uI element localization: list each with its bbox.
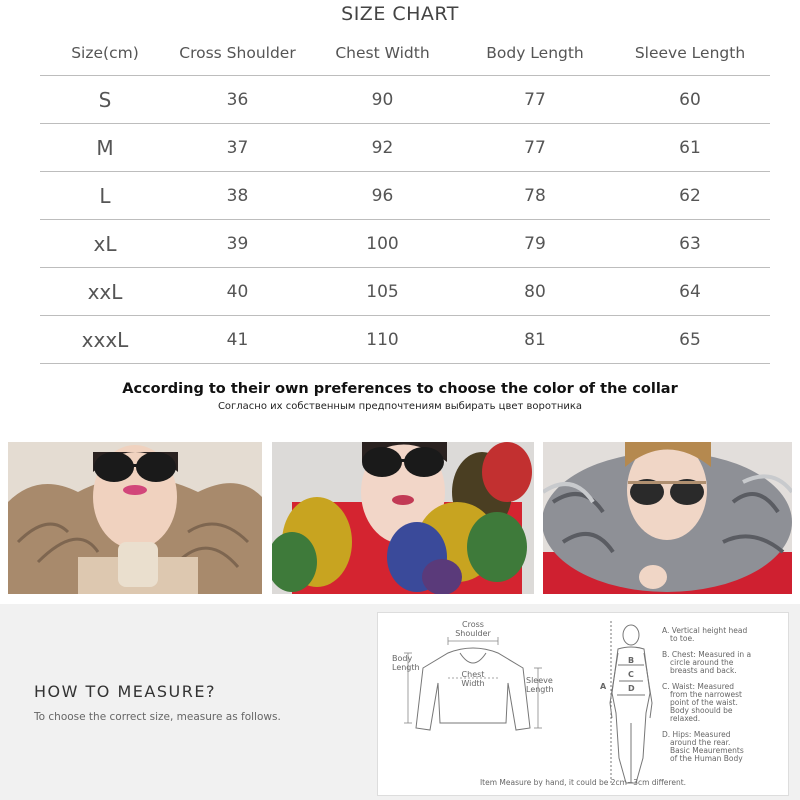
note-c-line4: Body shoould be	[670, 706, 733, 715]
table-row	[40, 172, 770, 220]
body-length-cell: 78	[460, 172, 610, 220]
how-to-measure-title: HOW TO MEASURE?	[34, 682, 216, 701]
cross-shoulder-cell: 41	[170, 316, 305, 364]
multicolor-fur-collar-photo	[272, 442, 534, 594]
cross-shoulder-label-line1: Cross	[462, 620, 484, 629]
sleeve-length-cell: 61	[610, 124, 770, 172]
table-row	[40, 76, 770, 124]
beige-fur-collar-photo	[8, 442, 262, 594]
column-header-sleeve-length: Sleeve Length	[610, 30, 770, 76]
size-cell: xL	[40, 220, 170, 268]
column-header-cross-shoulder: Cross Shoulder	[170, 30, 305, 76]
body-length-label-line2: Length	[392, 663, 420, 672]
size-cell: xxL	[40, 268, 170, 316]
size-cell: L	[40, 172, 170, 220]
table-row	[40, 220, 770, 268]
body-length-label-line1: Body	[392, 654, 413, 663]
note-b-line3: breasts and back.	[670, 666, 737, 675]
note-c-line2: from the narrowest	[670, 690, 742, 699]
jacket-outline-icon	[416, 648, 530, 730]
body-figure-icon	[610, 621, 652, 785]
cross-shoulder-cell: 36	[170, 76, 305, 124]
body-length-cell: 81	[460, 316, 610, 364]
note-b-line1: B. Chest: Measured in a	[662, 650, 752, 659]
sleeve-length-cell: 63	[610, 220, 770, 268]
size-cell: S	[40, 76, 170, 124]
chest-width-label-line2: Width	[461, 679, 485, 688]
cross-shoulder-label-line2: Shoulder	[455, 629, 491, 638]
chest-width-cell: 92	[305, 124, 460, 172]
chest-width-cell: 100	[305, 220, 460, 268]
body-length-cell: 80	[460, 268, 610, 316]
column-header-size: Size(cm)	[40, 30, 170, 76]
chest-width-cell: 110	[305, 316, 460, 364]
collar-note-english: According to their own preferences to choose the color of the collar	[122, 381, 678, 397]
chest-width-label-line1: Chest	[461, 670, 485, 679]
note-d-line3: Basic Meaurements	[670, 746, 744, 755]
marker-a: A	[600, 682, 607, 691]
how-to-measure-subtitle: To choose the correct size, measure as follows.	[34, 711, 281, 723]
collar-note-russian: Согласно их собственным предпочтениям выбирать цвет воротника	[217, 401, 583, 412]
cross-shoulder-cell: 38	[170, 172, 305, 220]
chest-width-cell: 90	[305, 76, 460, 124]
table-header-row	[40, 30, 770, 76]
size-chart-title: SIZE CHART	[341, 3, 459, 25]
diagram-footer-note: Item Measure by hand, it could be 2cm~3cm different.	[479, 778, 687, 787]
chest-width-cell: 105	[305, 268, 460, 316]
note-c-line1: C. Waist: Measured	[662, 682, 735, 691]
marker-b: B	[628, 656, 635, 665]
body-length-cell: 79	[460, 220, 610, 268]
sleeve-length-cell: 64	[610, 268, 770, 316]
note-a-line2: to toe.	[670, 634, 695, 643]
grey-fur-collar-photo	[543, 442, 792, 594]
note-d-line4: of the Human Body	[670, 754, 743, 763]
note-d-line1: D. Hips: Measured	[662, 730, 731, 739]
table-row	[40, 316, 770, 364]
sleeve-length-cell: 60	[610, 76, 770, 124]
note-b-line2: circle around the	[670, 658, 734, 667]
column-header-chest-width: Chest Width	[305, 30, 460, 76]
size-cell: xxxL	[40, 316, 170, 364]
cross-shoulder-cell: 39	[170, 220, 305, 268]
sleeve-length-cell: 65	[610, 316, 770, 364]
marker-c: C	[628, 670, 634, 679]
sleeve-length-cell: 62	[610, 172, 770, 220]
body-length-cell: 77	[460, 76, 610, 124]
marker-d: D	[628, 684, 635, 693]
note-a-line1: A. Vertical height head	[662, 626, 748, 635]
table-row	[40, 124, 770, 172]
note-c-line5: relaxed.	[670, 714, 701, 723]
column-header-body-length: Body Length	[460, 30, 610, 76]
table-row	[40, 268, 770, 316]
sleeve-length-label-line2: Length	[526, 685, 554, 694]
sleeve-length-label-line1: Sleeve	[526, 676, 553, 685]
note-c-line3: point of the waist.	[670, 698, 738, 707]
body-length-cell: 77	[460, 124, 610, 172]
cross-shoulder-cell: 40	[170, 268, 305, 316]
note-d-line2: around the rear.	[670, 738, 731, 747]
chest-width-cell: 96	[305, 172, 460, 220]
size-cell: M	[40, 124, 170, 172]
size-chart-table	[40, 30, 770, 364]
cross-shoulder-cell: 37	[170, 124, 305, 172]
measurement-diagram	[377, 612, 789, 796]
